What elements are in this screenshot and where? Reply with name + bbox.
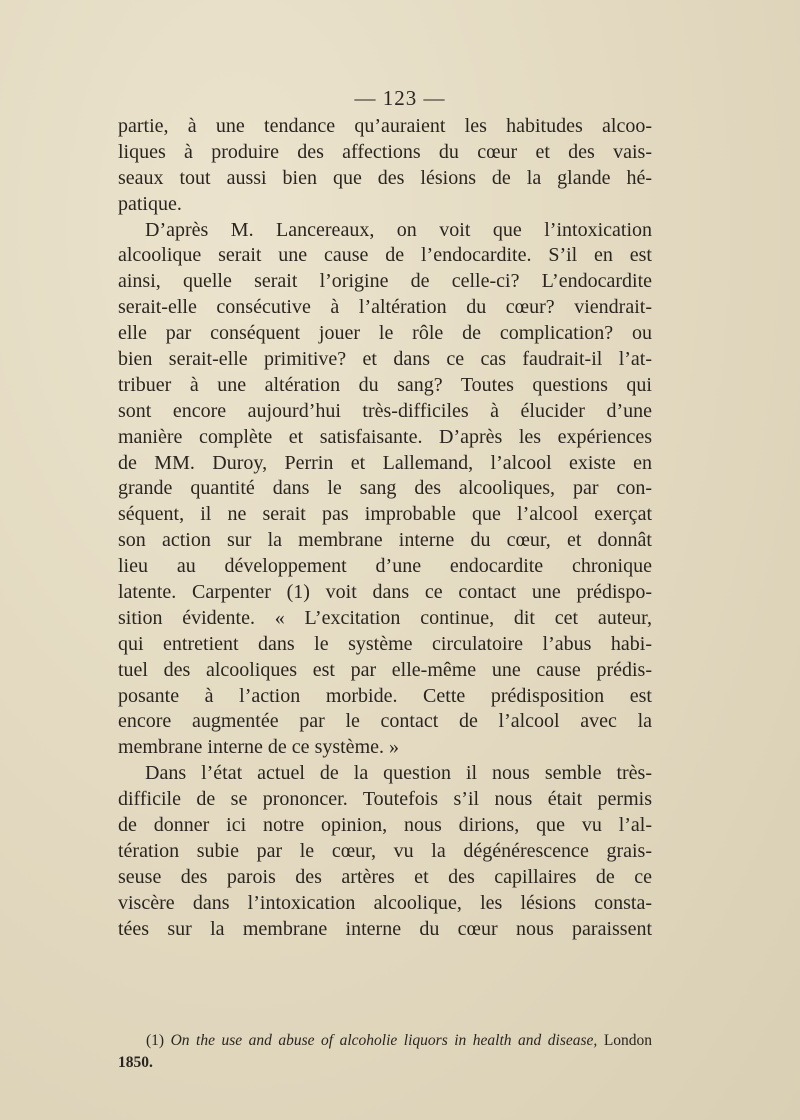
footnote-year: 1850. [118,1054,153,1071]
text-line: Dans l’état actuel de la question il nous semble très- [145,762,652,785]
text-line: tées sur la membrane interne du cœur nous paraissent [118,917,652,940]
text-line: liques à produire des affections du cœur et des vais- [118,140,652,163]
text-line: manière complète et satisfaisante. D’après les expériences [118,425,652,448]
text-line: tribuer à une altération du sang? Toutes questions qui [118,373,652,396]
text-line: de donner ici notre opinion, nous dirions, que vu l’al- [118,814,652,837]
text-line: partie, à une tendance qu’auraient les habitudes alcoo- [118,115,652,137]
text-line: difficile de se prononcer. Toutefois s’il nous était permis [118,788,652,811]
page-number: — 123 — [354,86,446,110]
text-line: membrane interne de ce système. » [118,736,399,759]
footnote-line [118,1052,652,1074]
text-line: séquent, il ne serait pas improbable que l’alcool exerçat [118,503,652,526]
text-line: sition évidente. « L’excitation continue, dit cet auteur, [118,606,652,629]
text-line: patique. [118,192,182,215]
footnote [118,1030,652,1074]
footnote-title: On the use and abuse of alcoholie liquors in health and disease, [170,1032,598,1049]
text-line: de MM. Duroy, Perrin et Lallemand, l’alcool existe en [118,451,652,474]
footnote-place: London [603,1032,653,1049]
footnote-line [118,1030,652,1052]
text-line: D’après M. Lancereaux, on voit que l’intoxication [145,218,652,241]
body-text [118,114,652,943]
text-line: latente. Carpenter (1) voit dans ce contact une prédispo- [118,581,652,604]
text-line: lieu au développement d’une endocardite chronique [118,555,652,578]
text-line: encore augmentée par le contact de l’alcool avec la [118,710,652,733]
text-line: seaux tout aussi bien que des lésions de la glande hé- [118,166,652,189]
text-line: serait-elle consécutive à l’altération du cœur? viendrait- [118,296,652,319]
text-line: ainsi, quelle serait l’origine de celle-ci? L’endocardite [118,270,652,293]
text-line: alcoolique serait une cause de l’endocardite. S’il en est [118,244,652,267]
text-line: seuse des parois des artères et des capillaires de ce [118,865,652,888]
text-line: sont encore aujourd’hui très-difficiles à élucider d’une [118,399,652,422]
text-line: tération subie par le cœur, vu la dégénérescence grais- [118,839,652,862]
text-line: son action sur la membrane interne du cœur, et donnât [118,529,652,552]
text-line: tuel des alcooliques est par elle-même une cause prédis- [118,658,652,681]
footnote-marker: (1) [146,1032,165,1049]
text-line: qui entretient dans le système circulatoire l’abus habi- [118,632,652,655]
text-line: viscère dans l’intoxication alcoolique, les lésions consta- [118,891,652,914]
text-line: posante à l’action morbide. Cette prédisposition est [118,684,652,707]
text-line: bien serait-elle primitive? et dans ce cas faudrait-il l’at- [118,348,652,371]
text-line: elle par conséquent jouer le rôle de complication? ou [118,322,652,345]
text-line: grande quantité dans le sang des alcooliques, par con- [118,477,652,500]
